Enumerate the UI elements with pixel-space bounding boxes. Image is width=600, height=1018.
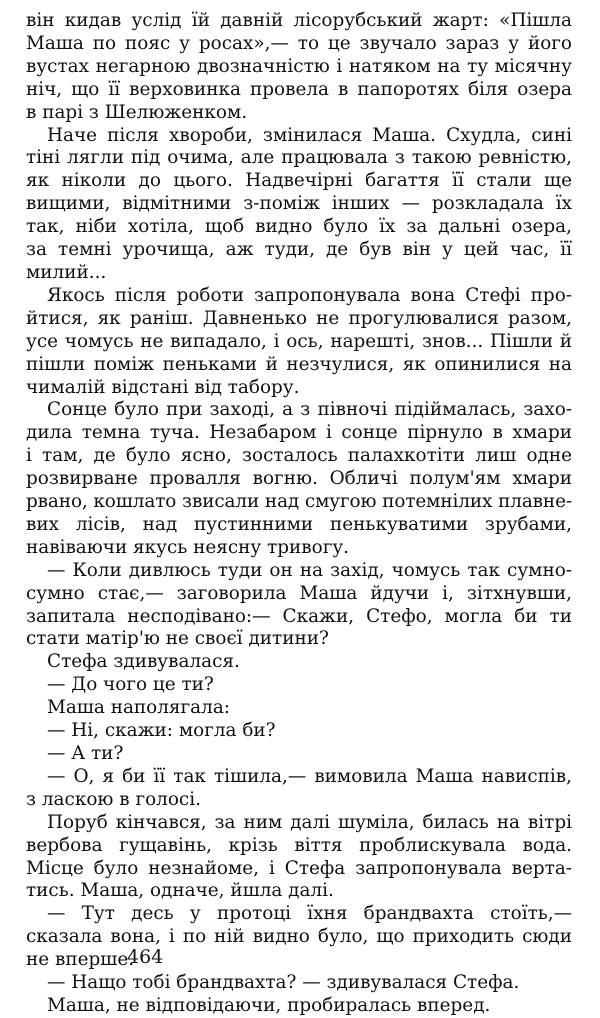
paragraph <box>26 812 572 904</box>
text-line: — Ні, скажи: могла би? <box>47 720 276 742</box>
text-line: запитала несподівано:— Скажи, Стефо, могла би ти <box>26 605 572 627</box>
page-number: 464 <box>127 946 164 968</box>
paragraph <box>26 697 572 720</box>
text-line: Маша по пояс у росах»,— то це звучало зараз у його <box>26 32 572 54</box>
text-line: йтися, як раніш. Давненько не прогулювалися разом, <box>26 307 572 329</box>
text-line: вищими, відмітними з-поміж інших — розкладала їх <box>26 193 572 215</box>
text-line: вустах негарною двозначністю і натяком на ту місячну <box>26 55 572 77</box>
text-line: і там, де було ясно, зосталось палахкотіти лиш одне <box>26 445 572 467</box>
paragraph <box>26 766 572 812</box>
paragraph <box>26 560 572 652</box>
text-line: Стефа здивувалася. <box>47 651 240 673</box>
paragraph <box>26 720 572 743</box>
text-line: — Нащо тобі брандвахта? — здивувалася Стефа. <box>47 972 520 994</box>
text-line: — До чого це ти? <box>47 674 214 696</box>
text-line: так, ніби хотіла, щоб видно було їх за дальні озера, <box>26 216 572 238</box>
text-line: усе чомусь не випадало, і ось, нарешті, знов... Пішли й <box>26 330 572 352</box>
book-page <box>26 10 572 1016</box>
text-line: сумно стає,— заговорила Маша йдучи і, зітхнувши, <box>26 582 572 604</box>
text-line: за темні урочища, аж туди, де був він у цей час, її <box>26 239 572 261</box>
text-line: сказала вона, і по ній видно було, що приходить сюди <box>26 926 572 948</box>
text-line: Наче після хвороби, змінилася Маша. Схудла, сині <box>47 124 572 146</box>
text-line: тіні лягли під очима, але працювала з такою ревністю, <box>26 147 572 169</box>
text-line: він кидав услід їй давній лісорубський жарт: «Пішла <box>26 10 572 31</box>
text-line: — Тут десь у протоці їхня брандвахта стоїть,— <box>47 903 572 925</box>
text-line: пішли поміж пеньками й незчулися, як опинилися на <box>26 353 572 375</box>
text-line: з ласкою в голосі. <box>26 788 201 810</box>
paragraph <box>26 743 572 766</box>
text-line: Маша, не відповідаючи, пробиралась вперед. <box>47 994 491 1016</box>
text-line: в парі з Шелюженком. <box>26 101 248 123</box>
paragraph <box>26 125 572 285</box>
text-line: Поруб кінчався, за ним далі шуміла, билась на вітрі <box>47 811 572 833</box>
text-line: — Коли дивлюсь туди он на захід, чомусь так сумно- <box>47 559 572 581</box>
body-text <box>26 10 572 1018</box>
text-line: милий... <box>26 261 107 283</box>
text-line: стати матір'ю не своєї дитини? <box>26 628 329 650</box>
paragraph <box>26 903 572 972</box>
text-line: — А ти? <box>47 743 124 764</box>
paragraph <box>26 10 572 125</box>
text-line: чималій відстані від табору. <box>26 376 300 398</box>
text-line: вербова гущавінь, крізь віття проблискувала вода. <box>26 834 572 856</box>
paragraph <box>26 399 572 559</box>
text-line: — О, я би її так тішила,— вимовила Маша нависпів, <box>47 765 572 787</box>
text-line: вих лісів, над пустинними пенькуватими зрубами, <box>26 513 572 535</box>
text-line: навіваючи якусь неясну тривогу. <box>26 536 350 558</box>
paragraph <box>26 674 572 697</box>
text-line: як ніколи до цього. Надвечірні багаття її стали ще <box>26 170 572 192</box>
text-line: не вперше. <box>26 949 135 971</box>
text-line: Маша наполягала: <box>47 697 230 719</box>
text-line: тись. Маша, одначе, йшла далі. <box>26 880 334 902</box>
text-line: Місце було незнайоме, і Стефа запропонувала верта- <box>26 857 572 879</box>
text-line: Сонце було при заході, а з півночі підіймалась, захо- <box>47 399 572 421</box>
paragraph <box>26 285 572 400</box>
text-line: ніч, що її верховинка провела в папоротях біля озера <box>26 78 572 100</box>
paragraph <box>26 651 572 674</box>
text-line: розвирване провалля вогню. Обличі полум'ям хмари <box>26 468 572 490</box>
text-line: Якось після роботи запропонувала вона Стефі про- <box>47 284 572 306</box>
text-line: рвано, кошлато звисали над смугою потемнілих плавне- <box>26 491 572 513</box>
text-line: дила темна туча. Незабаром і сонце пірнуло в хмари <box>26 422 572 444</box>
paragraph <box>26 995 572 1018</box>
